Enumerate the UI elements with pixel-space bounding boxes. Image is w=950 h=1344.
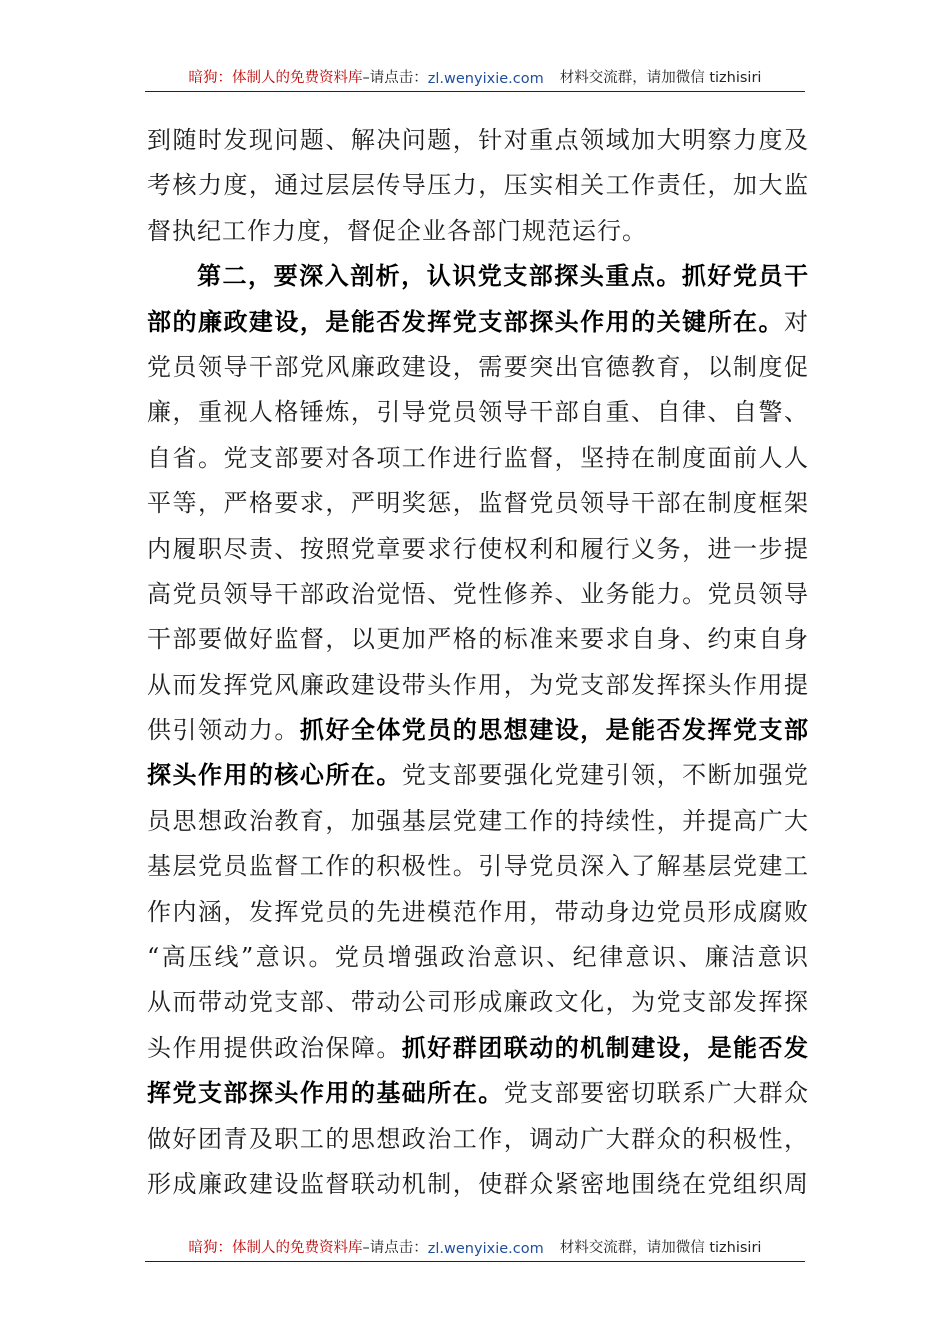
body-line: 作内涵，发挥党员的先进模范作用，带动身边党员形成腐败 bbox=[147, 897, 809, 926]
body-line: 探头作用的核心所在。党支部要强化党建引领，不断加强党 bbox=[147, 761, 809, 790]
body-line: 员思想政治教育，加强基层党建工作的持续性，并提高广大 bbox=[147, 806, 809, 835]
header-brand: 暗狗：体制人的免费资料库 bbox=[188, 70, 363, 86]
body-line: 挥党支部探头作用的基础所在。党支部要密切联系广大群众 bbox=[147, 1079, 809, 1108]
body-line: 做好团青及职工的思想政治工作，调动广大群众的积极性， bbox=[147, 1124, 809, 1153]
body-line: 供引领动力。抓好全体党员的思想建设，是能否发挥党支部 bbox=[147, 716, 809, 745]
body-line: 干部要做好监督，以更加严格的标准来要求自身、约束自身 bbox=[147, 625, 809, 654]
body-line: 到随时发现问题、解决问题，针对重点领域加大明察力度及 bbox=[147, 126, 809, 154]
section-heading-line: 第二，要深入剖析，认识党支部探头重点。抓好党员干 bbox=[197, 262, 809, 291]
body-line: 考核力度，通过层层传导压力，压实相关工作责任，加大监 bbox=[147, 171, 809, 200]
footer-url-link[interactable]: zl.wenyixie.com bbox=[427, 1241, 544, 1257]
body-line: 督执纪工作力度，督促企业各部门规范运行。 bbox=[147, 216, 647, 245]
body-line: 自省。党支部要对各项工作进行监督，坚持在制度面前人人 bbox=[147, 443, 809, 472]
body-line: 党员领导干部党风廉政建设，需要突出官德教育，以制度促 bbox=[147, 352, 809, 381]
header-prompt: –请点击： bbox=[362, 70, 428, 86]
body-line: 从而带动党支部、带动公司形成廉政文化，为党支部发挥探 bbox=[147, 988, 809, 1017]
page-footer bbox=[145, 1232, 805, 1262]
footer-contact: 材料交流群，请加微信 tizhisiri bbox=[559, 1240, 762, 1256]
header-url-link[interactable]: zl.wenyixie.com bbox=[427, 71, 544, 87]
header-contact: 材料交流群，请加微信 tizhisiri bbox=[559, 70, 762, 86]
footer-brand: 暗狗：体制人的免费资料库 bbox=[188, 1240, 363, 1256]
document-body bbox=[147, 118, 809, 1207]
body-line: 从而发挥党风廉政建设带头作用，为党支部发挥探头作用提 bbox=[147, 670, 809, 699]
body-line: 部的廉政建设，是能否发挥党支部探头作用的关键所在。对 bbox=[147, 307, 809, 336]
body-line: 平等，严格要求，严明奖惩，监督党员领导干部在制度框架 bbox=[147, 489, 809, 518]
body-line: 形成廉政建设监督联动机制，使群众紧密地围绕在党组织周 bbox=[147, 1169, 809, 1198]
body-line: 基层党员监督工作的积极性。引导党员深入了解基层党建工 bbox=[147, 852, 809, 881]
footer-prompt: –请点击： bbox=[362, 1240, 428, 1256]
body-line: 内履职尽责、按照党章要求行使权利和履行义务，进一步提 bbox=[147, 534, 809, 563]
body-line: “高压线”意识。党员增强政治意识、纪律意识、廉洁意识 bbox=[147, 943, 809, 972]
body-line: 廉，重视人格锤炼，引导党员领导干部自重、自律、自警、 bbox=[147, 398, 809, 427]
body-line: 头作用提供政治保障。抓好群团联动的机制建设，是能否发 bbox=[147, 1033, 809, 1062]
body-line: 高党员领导干部政治觉悟、党性修养、业务能力。党员领导 bbox=[147, 579, 809, 608]
page-header bbox=[145, 62, 805, 92]
